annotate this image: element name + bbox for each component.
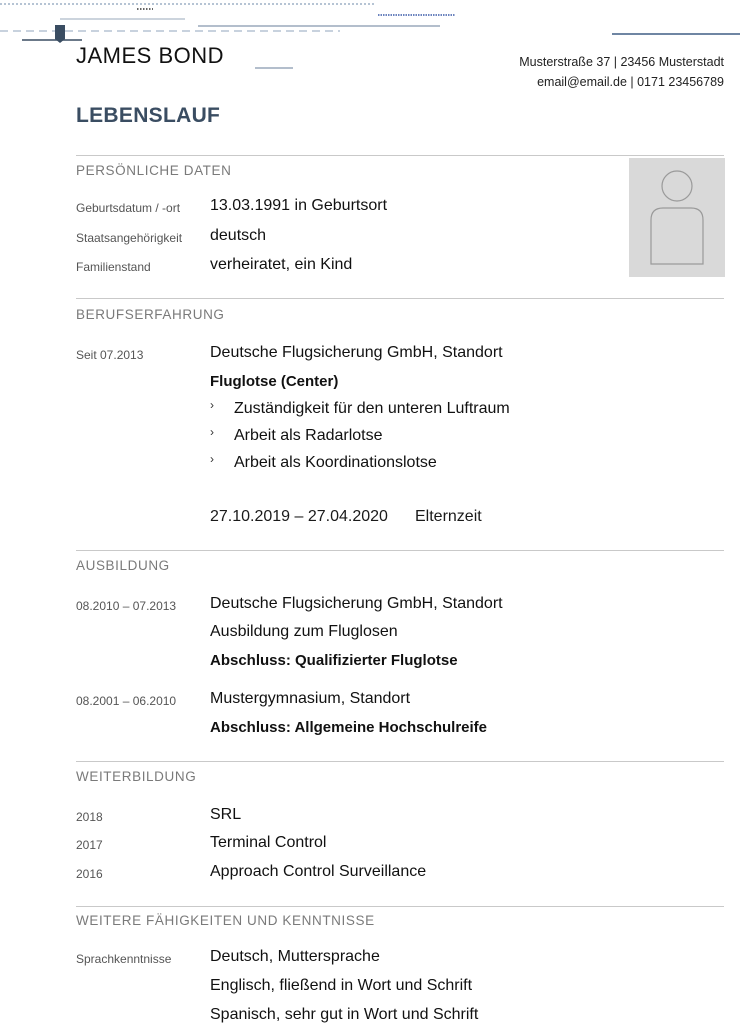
- leave-period: 27.10.2019 – 27.04.2020: [210, 508, 388, 525]
- education-period: 08.2010 – 07.2013: [76, 599, 177, 613]
- education-period: 08.2001 – 06.2010: [76, 694, 177, 708]
- label-family: Familienstand: [76, 260, 151, 274]
- bullet-icon: ›: [210, 398, 214, 412]
- skills-label: Sprachkenntnisse: [76, 952, 172, 966]
- contact-block: [519, 52, 724, 92]
- section-divider: [76, 298, 724, 299]
- language-item: Deutsch, Muttersprache: [210, 948, 380, 965]
- language-item: Spanisch, sehr gut in Wort und Schrift: [210, 1006, 479, 1023]
- label-birth: Geburtsdatum / -ort: [76, 201, 181, 215]
- contact-line: email@email.de | 0171 23456789: [537, 75, 724, 89]
- section-heading-training: WEITERBILDUNG: [76, 769, 197, 784]
- experience-position: Fluglotse (Center): [210, 373, 339, 390]
- section-divider: [76, 906, 724, 907]
- section-divider: [76, 761, 724, 762]
- value-family: verheiratet, ein Kind: [210, 256, 353, 273]
- experience-period: Seit 07.2013: [76, 348, 144, 362]
- bullet-icon: ›: [210, 452, 214, 466]
- training-year: 2017: [76, 838, 103, 852]
- bullet-icon: ›: [210, 425, 214, 439]
- section-heading-experience: BERUFSERFAHRUNG: [76, 307, 225, 322]
- education-institution: Deutsche Flugsicherung GmbH, Standort: [210, 595, 503, 612]
- profile-photo-placeholder: [629, 158, 725, 277]
- label-nationality: Staatsangehörigkeit: [76, 231, 183, 245]
- experience-employer: Deutsche Flugsicherung GmbH, Standort: [210, 344, 503, 361]
- education-degree: Abschluss: Qualifizierter Fluglotse: [210, 652, 458, 669]
- address-line: Musterstraße 37 | 23456 Musterstadt: [519, 55, 724, 69]
- training-title: Terminal Control: [210, 834, 327, 851]
- value-nationality: deutsch: [210, 227, 267, 244]
- section-heading-skills: WEITERE FÄHIGKEITEN UND KENNTNISSE: [76, 913, 375, 928]
- training-year: 2016: [76, 867, 103, 881]
- training-title: SRL: [210, 806, 242, 823]
- education-detail: Ausbildung zum Fluglosen: [210, 623, 398, 640]
- education-degree: Abschluss: Allgemeine Hochschulreife: [210, 719, 488, 736]
- training-year: 2018: [76, 810, 103, 824]
- section-heading-education: AUSBILDUNG: [76, 558, 170, 573]
- leave-label: Elternzeit: [415, 508, 482, 525]
- person-icon: [629, 158, 725, 277]
- training-title: Approach Control Surveillance: [210, 863, 427, 880]
- education-institution: Mustergymnasium, Standort: [210, 690, 411, 707]
- section-divider: [76, 155, 724, 156]
- applicant-name: JAMES BOND: [76, 43, 225, 68]
- value-birth: 13.03.1991 in Geburtsort: [210, 197, 388, 214]
- section-divider: [76, 550, 724, 551]
- small-divider: [255, 66, 295, 70]
- page-title: LEBENSLAUF: [76, 104, 221, 127]
- section-heading-personal: PERSÖNLICHE DATEN: [76, 163, 232, 178]
- language-item: Englisch, fließend in Wort und Schrift: [210, 977, 473, 994]
